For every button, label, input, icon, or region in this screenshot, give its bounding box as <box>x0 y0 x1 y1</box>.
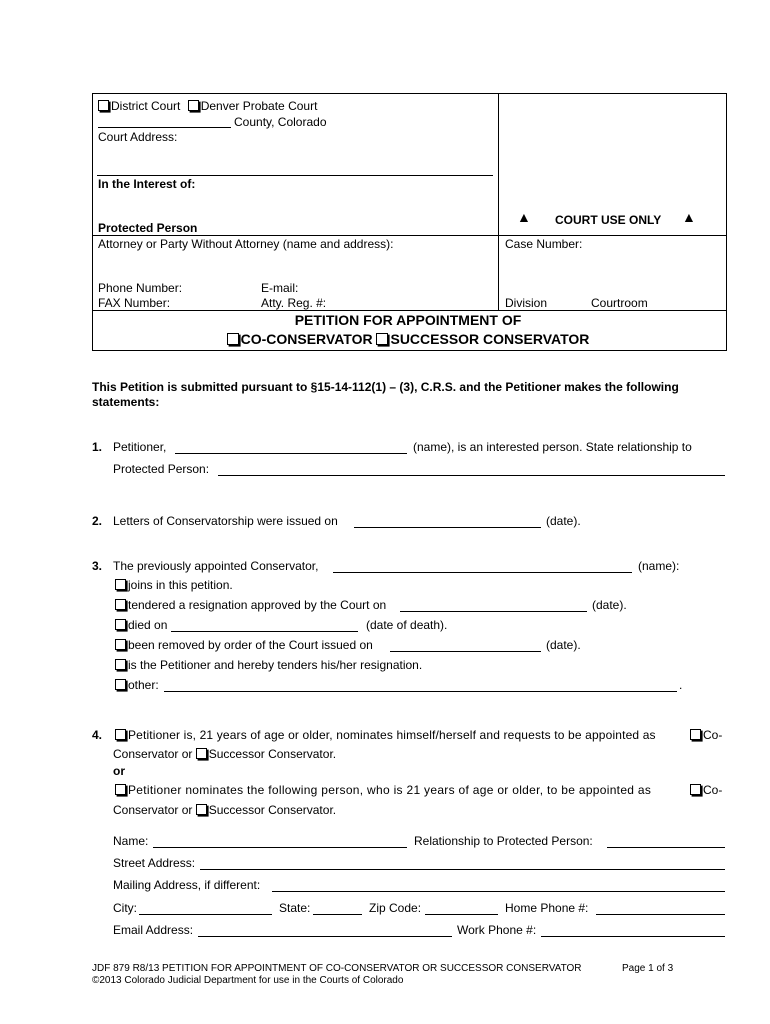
mailing-label: Mailing Address, if different: <box>113 878 261 892</box>
arrow-up-icon: ▲ <box>682 209 696 225</box>
other-blank[interactable] <box>164 691 677 692</box>
item-1-petitioner-label: Petitioner, <box>113 440 167 454</box>
state-label: State: <box>279 901 311 915</box>
petitioner-resign-label: is the Petitioner and hereby tenders his/her resignation. <box>128 658 423 672</box>
petitioner-nominates-checkbox[interactable] <box>115 784 126 795</box>
removed-label: been removed by order of the Court issued on <box>128 638 373 652</box>
tendered-date-blank[interactable] <box>400 611 587 612</box>
option-joins <box>115 578 233 592</box>
in-interest-underline <box>97 175 493 176</box>
email-label: E-mail: <box>261 281 299 295</box>
successor-label: Successor Conservator. <box>208 747 337 761</box>
successor-conservator-label: SUCCESSOR CONSERVATOR <box>390 331 590 347</box>
other-suffix: . <box>679 678 683 692</box>
item-3-lead: The previously appointed Conservator, <box>113 559 319 573</box>
item-2-text: Letters of Conservatorship were issued on <box>113 514 338 528</box>
relationship-label: Relationship to Protected Person: <box>414 834 593 848</box>
item-4-b-line2 <box>113 803 336 817</box>
page-title: PETITION FOR APPOINTMENT OF <box>294 312 522 328</box>
option-tendered <box>115 598 386 612</box>
a-successor-checkbox[interactable] <box>196 748 207 759</box>
option-petitioner <box>115 658 422 672</box>
caption-divider-vertical <box>498 93 499 310</box>
b-successor-checkbox[interactable] <box>196 804 207 815</box>
petitioner-nominates-label: Petitioner nominates the following person, who is 21 years of age or older, to be appointed as <box>128 783 652 797</box>
home-phone-blank[interactable] <box>596 914 725 915</box>
died-checkbox[interactable] <box>115 619 126 630</box>
tendered-label: tendered a resignation approved by the Court on <box>128 598 387 612</box>
item-4-number: 4. <box>92 728 103 742</box>
letters-date-blank[interactable] <box>354 527 541 528</box>
district-court-label: District Court <box>111 99 181 113</box>
arrow-up-icon: ▲ <box>517 209 531 225</box>
division-label: Division <box>505 296 548 310</box>
attorney-label: Attorney or Party Without Attorney (name and address): <box>98 237 394 251</box>
intro-line-2: statements: <box>92 395 160 409</box>
joins-checkbox[interactable] <box>115 579 126 590</box>
home-phone-label: Home Phone #: <box>505 901 589 915</box>
or-label: or <box>113 764 125 778</box>
court-use-only: COURT USE ONLY <box>555 213 662 227</box>
denver-probate-checkbox[interactable] <box>188 100 199 111</box>
phone-label: Phone Number: <box>98 281 183 295</box>
county-blank[interactable] <box>98 127 231 128</box>
petitioner-name-blank[interactable] <box>175 453 407 454</box>
item-3-number: 3. <box>92 559 103 573</box>
caption-divider-title <box>92 310 726 311</box>
zip-label: Zip Code: <box>369 901 422 915</box>
option-removed <box>115 638 373 652</box>
died-label: died on <box>128 618 168 632</box>
died-date-suffix: (date of death). <box>366 618 448 632</box>
item-2-date-suffix: (date). <box>546 514 581 528</box>
nominee-name-label: Name: <box>113 834 149 848</box>
courtroom-label: Courtroom <box>591 296 648 310</box>
petitioner-self-checkbox[interactable] <box>115 729 126 740</box>
work-phone-label: Work Phone #: <box>457 923 537 937</box>
mailing-blank[interactable] <box>272 891 725 892</box>
item-4-a-co <box>690 728 722 742</box>
zip-blank[interactable] <box>425 914 498 915</box>
co-conservator-checkbox[interactable] <box>227 333 239 345</box>
street-blank[interactable] <box>200 869 725 870</box>
protected-person-label: Protected Person <box>98 221 198 235</box>
footer-form-id: JDF 879 R8/13 PETITION FOR APPOINTMENT OF CO-CONSERVATOR OR SUCCESSOR CONSERVATOR <box>92 963 582 974</box>
footer-page-number: Page 1 of 3 <box>622 963 674 974</box>
b-co-conservator-checkbox[interactable] <box>690 784 701 795</box>
tendered-date-suffix: (date). <box>592 598 627 612</box>
street-label: Street Address: <box>113 856 196 870</box>
relationship-blank[interactable] <box>218 475 725 476</box>
item-4-a-line1 <box>115 728 656 742</box>
email-address-label: Email Address: <box>113 923 194 937</box>
option-died <box>115 618 167 632</box>
a-co-conservator-checkbox[interactable] <box>690 729 701 740</box>
item-1-protected-person-label: Protected Person: <box>113 462 210 476</box>
title-options <box>0 332 770 346</box>
petitioner-self-label: Petitioner is, 21 years of age or older, nominates himself/herself and requests to be appointed as <box>128 728 656 742</box>
conservator-or-label: Conservator or <box>113 747 193 761</box>
item-1-name-suffix: (name), is an interested person. State relationship to <box>413 440 692 454</box>
removed-date-suffix: (date). <box>546 638 581 652</box>
nominee-relationship-blank[interactable] <box>607 847 725 848</box>
atty-reg-label: Atty. Reg. #: <box>261 296 327 310</box>
in-interest-label: In the Interest of: <box>98 177 196 191</box>
item-4-a-line2 <box>113 747 336 761</box>
case-number-label: Case Number: <box>505 237 583 251</box>
petitioner-resign-checkbox[interactable] <box>115 659 126 670</box>
conservator-or-label: Conservator or <box>113 803 193 817</box>
co-prefix: Co- <box>703 728 723 742</box>
removed-date-blank[interactable] <box>390 651 541 652</box>
conservator-name-blank[interactable] <box>333 572 632 573</box>
co-conservator-label: CO-CONSERVATOR <box>240 331 373 347</box>
court-options <box>98 99 317 113</box>
item-3-name-suffix: (name): <box>638 559 680 573</box>
item-4-b-line1 <box>115 783 651 797</box>
item-1-number: 1. <box>92 440 103 454</box>
tendered-checkbox[interactable] <box>115 599 126 610</box>
denver-probate-label: Denver Probate Court <box>200 99 318 113</box>
footer-copyright: ©2013 Colorado Judicial Department for use in the Courts of Colorado <box>92 975 404 986</box>
item-4-b-co <box>690 783 722 797</box>
other-label: other: <box>128 678 159 692</box>
district-court-checkbox[interactable] <box>98 100 109 111</box>
death-date-blank[interactable] <box>171 631 358 632</box>
intro-line-1: This Petition is submitted pursuant to §15-14-112(1) – (3), C.R.S. and the Petitioner makes the following <box>92 380 679 394</box>
caption-divider-attorney <box>92 235 726 236</box>
fax-label: FAX Number: <box>98 296 171 310</box>
county-suffix: County, Colorado <box>234 115 327 129</box>
email-address-blank[interactable] <box>198 936 452 937</box>
other-checkbox[interactable] <box>115 679 126 690</box>
state-blank[interactable] <box>313 914 362 915</box>
successor-conservator-checkbox[interactable] <box>376 333 388 345</box>
work-phone-blank[interactable] <box>541 936 725 937</box>
joins-label: joins in this petition. <box>128 578 233 592</box>
court-address-label: Court Address: <box>98 130 178 144</box>
city-label: City: <box>113 901 137 915</box>
option-other <box>115 678 159 692</box>
co-prefix: Co- <box>703 783 723 797</box>
successor-label: Successor Conservator. <box>208 803 337 817</box>
removed-checkbox[interactable] <box>115 639 126 650</box>
nominee-name-blank[interactable] <box>153 847 407 848</box>
city-blank[interactable] <box>139 914 272 915</box>
item-2-number: 2. <box>92 514 103 528</box>
